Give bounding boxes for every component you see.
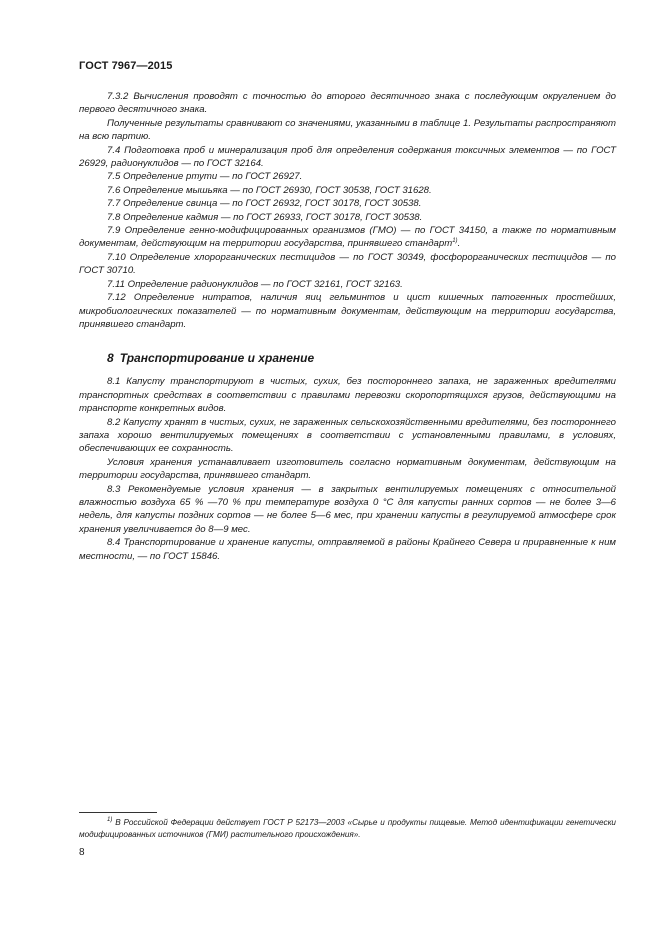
section-8-heading: Транспортирование и хранение [119, 351, 315, 366]
paragraph-8-1: 8.1 Капусту транспортируют в чистых, сухих, без постороннего запаха, не зараженных вредителями транспортных средствах в соответствии с правилами перевозки скоропортящихся грузов, действующими на транспорте конкретных видов. [79, 376, 616, 415]
paragraph-7-9-text: 7.9 Определение генно-модифицированных организмов (ГМО) — по ГОСТ 34150, а также по нормативным документам, действующим на территории государства, принявшего стандарт [79, 225, 616, 250]
footnote-mark: 1) [107, 817, 113, 823]
page-number: 8 [79, 847, 85, 858]
paragraph-7-9-tail: . [457, 238, 461, 250]
paragraph-7-7: 7.7 Определение свинца — по ГОСТ 26932, ГОСТ 30178, ГОСТ 30538. [107, 198, 422, 210]
paragraph-7-4: 7.4 Подготовка проб и минерализация проб для определения содержания токсичных элементов — по ГОСТ 26929, радионуклидов — по ГОСТ 32164. [79, 144, 616, 170]
footnote-divider [79, 812, 157, 813]
paragraph-7-3-2: 7.3.2 Вычисления проводят с точностью до второго десятичного знака с последующим округлением до первого десятичного знака. [79, 91, 616, 116]
footnote-text: В Российской Федерации действует ГОСТ Р 52173—2003 «Сырье и продукты пищевые. Метод идентификации генетически модифицированных источников (ГМИ) растительного происхождения». [79, 818, 616, 839]
paragraph-7-5: 7.5 Определение ртути — по ГОСТ 26927. [107, 171, 303, 183]
paragraph-7-8: 7.8 Определение кадмия — по ГОСТ 26933, ГОСТ 30178, ГОСТ 30538. [107, 211, 423, 223]
document-body [79, 90, 616, 563]
paragraph-8-4: 8.4 Транспортирование и хранение капусты, отправляемой в районы Крайнего Севера и приравненные к ним местности, — по ГОСТ 15846. [79, 537, 616, 562]
paragraph-7-10: 7.10 Определение хлорорганических пестицидов — по ГОСТ 30349, фосфорорганических пестицидов — по ГОСТ 30710. [79, 251, 616, 277]
paragraph-7-11: 7.11 Определение радионуклидов — по ГОСТ 32161, ГОСТ 32163. [107, 278, 403, 290]
paragraph-8-2: 8.2 Капусту хранят в чистых, сухих, не зараженных сельскохозяйственными вредителями, без постороннего запаха хорошо вентилируемых помещениях в соответствии с установленными правилами, в условиях, обеспечивающих ее сохранность. [79, 416, 616, 455]
section-8-number: 8 [107, 351, 114, 366]
paragraph-8-3: 8.3 Рекомендуемые условия хранения — в закрытых вентилируемых помещениях с относительной влажностью воздуха 65 % —70 % при температуре воздуха 0 °С для капусты ранних сортов — не более 3—6 недель, для капусты поздних сортов — не более 5—6 мес, при хранении капусты в регулируемой атмосфере срок хранения увеличивается до 8—9 мес. [79, 483, 616, 535]
paragraph-7-9 [79, 224, 616, 251]
paragraph-7-12: 7.12 Определение нитратов, наличия яиц гельминтов и цист кишечных патогенных простейших, микробиологических показателей — по нормативным документам, действующим на территории государства, принявшего стандарт. [79, 292, 616, 330]
paragraph-7-6: 7.6 Определение мышьяка — по ГОСТ 26930, ГОСТ 30538, ГОСТ 31628. [107, 184, 432, 196]
footnote-reference[interactable]: 1) [452, 238, 458, 245]
footnote [79, 817, 616, 840]
paragraph-results: Полученные результаты сравнивают со значениями, указанными в таблице 1. Результаты распространяют на всю партию. [79, 117, 616, 143]
section-8-title [107, 351, 616, 365]
document-header: ГОСТ 7967—2015 [79, 60, 173, 72]
paragraph-storage-conditions: Условия хранения устанавливает изготовитель согласно нормативным документам, действующим на территории государства, принявшего стандарт. [79, 456, 616, 482]
